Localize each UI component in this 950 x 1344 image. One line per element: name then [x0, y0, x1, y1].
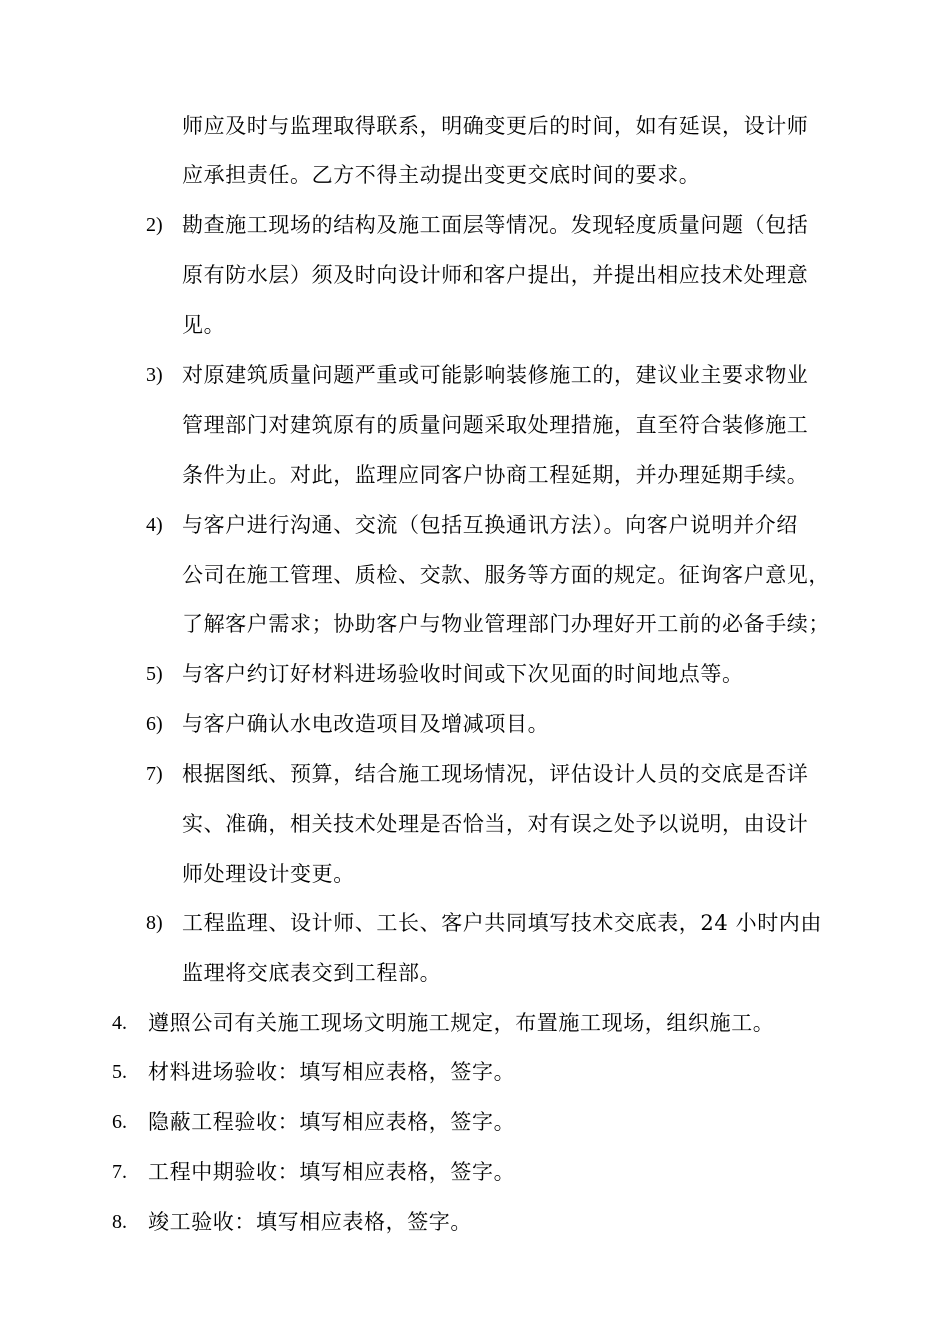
list-marker: 3) — [146, 364, 163, 386]
list-item-line: 竣工验收：填写相应表格，签字。 — [148, 1210, 472, 1234]
list-item-line: 与客户约订好材料进场验收时间或下次见面的时间地点等。 — [182, 662, 744, 686]
list-marker: 7. — [112, 1161, 127, 1183]
list-item-line: 了解客户需求；协助客户与物业管理部门办理好开工前的必备手续； — [182, 612, 830, 636]
list-item-line: 材料进场验收：填写相应表格，签字。 — [148, 1060, 516, 1084]
list-item-line: 与客户进行沟通、交流（包括互换通讯方法）。向客户说明并介绍 — [182, 513, 798, 537]
list-marker: 4. — [112, 1012, 127, 1034]
list-marker: 8) — [146, 912, 163, 934]
list-marker: 6. — [112, 1111, 127, 1133]
list-item-line: 根据图纸、预算，结合施工现场情况，评估设计人员的交底是否详 — [182, 762, 809, 786]
list-item-line: 见。 — [182, 313, 226, 337]
list-item-line: 师处理设计变更。 — [182, 862, 355, 886]
list-marker: 7) — [146, 763, 163, 785]
list-item-line: 公司在施工管理、质检、交款、服务等方面的规定。征询客户意见， — [182, 563, 830, 587]
list-item-line: 条件为止。对此，监理应同客户协商工程延期，并办理延期手续。 — [182, 463, 809, 487]
list-marker: 5) — [146, 663, 163, 685]
list-item-line: 实、准确，相关技术处理是否恰当，对有误之处予以说明，由设计 — [182, 812, 809, 836]
list-marker: 6) — [146, 713, 163, 735]
list-item-line: 隐蔽工程验收：填写相应表格，签字。 — [148, 1110, 516, 1134]
list-marker: 8. — [112, 1211, 127, 1233]
list-item-line: 工程中期验收：填写相应表格，签字。 — [148, 1160, 516, 1184]
list-marker: 4) — [146, 514, 163, 536]
list-marker: 5. — [112, 1061, 127, 1083]
list-marker: 2) — [146, 214, 163, 236]
list-item-line: 监理将交底表交到工程部。 — [182, 961, 442, 985]
list-item-line: 遵照公司有关施工现场文明施工规定，布置施工现场，组织施工。 — [148, 1011, 775, 1035]
list-item-line: 与客户确认水电改造项目及增减项目。 — [182, 712, 550, 736]
list-item-line: 对原建筑质量问题严重或可能影响装修施工的，建议业主要求物业 — [182, 363, 809, 387]
list-item-line: 管理部门对建筑原有的质量问题采取处理措施，直至符合装修施工 — [182, 413, 809, 437]
list-item-line: 工程监理、设计师、工长、客户共同填写技术交底表，24 小时内由 — [182, 911, 822, 935]
list-item-line: 勘查施工现场的结构及施工面层等情况。发现轻度质量问题（包括 — [182, 213, 809, 237]
list-item-line: 原有防水层）须及时向设计师和客户提出，并提出相应技术处理意 — [182, 263, 809, 287]
paragraph-line: 应承担责任。乙方不得主动提出变更交底时间的要求。 — [182, 163, 701, 187]
paragraph-line: 师应及时与监理取得联系，明确变更后的时间，如有延误，设计师 — [182, 114, 809, 138]
